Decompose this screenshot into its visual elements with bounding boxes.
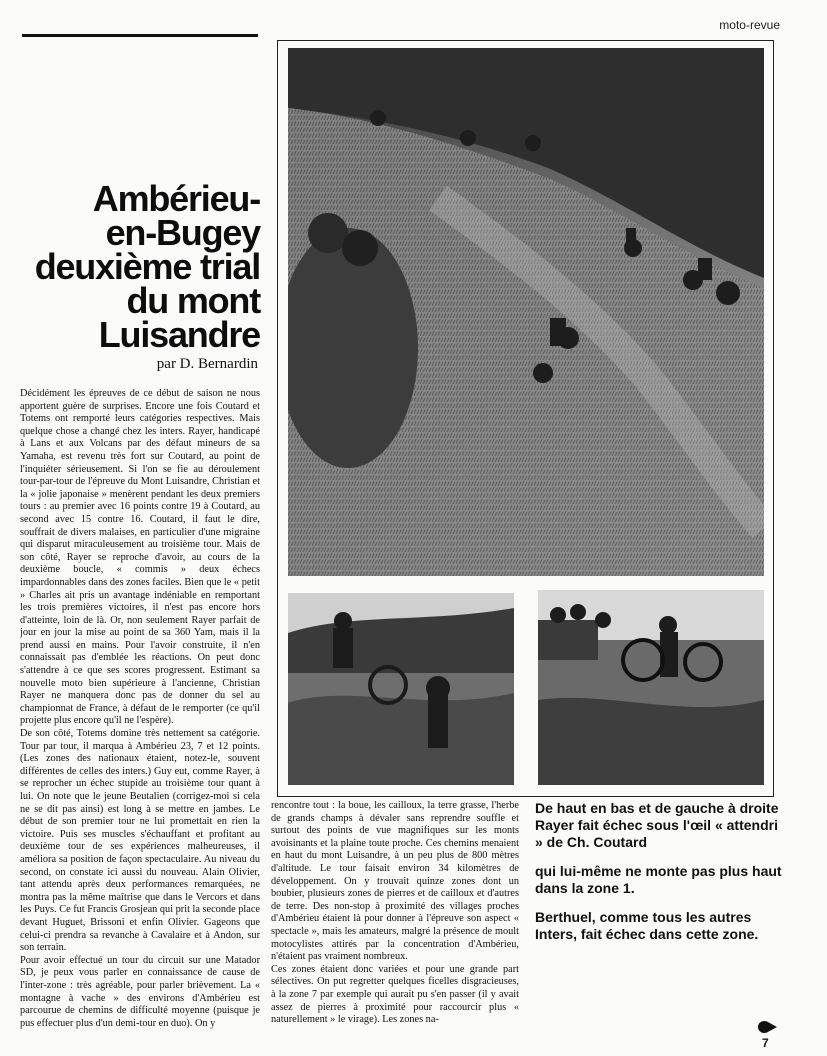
paragraph: Pour avoir effectué un tour du circuit sur une Matador SD, je peux vous parler en connaissance de cause de l'inter-zone : très agréable, pour parler brièvement. La « montagne à vache » des environs d'Ambérieu est parcourue de chemins de difficulté moyenne (puisque je pus effectuer plus d'un demi-tour en duo). On y [20,954,260,1029]
page-number: 7 [762,1036,769,1050]
main-photo [288,48,764,576]
magazine-header: moto-revue [719,18,780,32]
photo-bottom-left [288,593,514,785]
paragraph: Ces zones étaient donc variées et pour une grande part sélectives. On put regretter quelques ficelles disgracieuses, à la zone 7 par exemple qui aurait pu s'en passer (il y avait assez de pierres à proximité pour raccourcir plus « naturellement » le virage). Les zones na- [271,963,519,1026]
caption-line: De haut en bas et de gauche à droite Rayer fait échec sous l'œil « attendri » de Ch. Coutard [535,800,779,850]
title-line: deuxième trial [34,246,260,287]
article-column-2 [271,800,519,1040]
title-line: Ambérieu- [92,178,260,219]
photo-bottom-right [538,590,764,785]
title-line: en-Bugey [105,212,260,253]
paragraph: Décidément les épreuves de ce début de saison ne nous apportent guère de surprises. Encore une fois Coutard et Totems ont remporté leurs catégories respectives. Mais quelque chose a changé chez les inters. Rayer, handicapé à Lans et aux Volcans par des défaut mineurs de sa Yamaha, est revenu très fort sur Coutard, au point de l'inquiéter sérieusement. Si l'on se fie au déroulement tour-par-tour de l'épreuve du Mont Luisandre, Christian et la « jolie japonaise » menèrent pendant les deux premiers tours : au premier avec 16 points contre 19 à Coutard, au second avec 15 contre 16. Coutard, il faut le dire, souffrait de divers malaises, en particulier d'une migraine qui disparut miraculeusement au troisième tour. Mais de son côté, Rayer se reproche d'avoir, au cours de la deuxième boucle, « commis » deux échecs impardonnables dans des zones faciles. Bien que le « petit » Charles ait pris un avantage indéniable en remportant les trois premières victoires, il n'est pas encore hors d'atteinte, loin de là. Or, non seulement Rayer parfait de jour en jour la mise au point de sa 360 Yam, mais il la prend aussi en mains. Pour l'avoir construite, il n'en connaissait pas d'emblée les réactions. On peut donc s'attendre à ce que ses scores progressent. Estimant sa nouvelle moto bien supérieure à l'ancienne, Christian Rayer ne manquera donc pas de donner du sel au championnat de France, à défaut de le remporter (ce qu'il projette plus encore qu'il ne l'espère). [20,388,260,727]
paragraph: rencontre tout : la boue, les cailloux, la terre grasse, l'herbe de grands champs à dévaler sans reprendre souffle et surtout des points de vue magnifiques sur les monts avoisinants et la plaine toute proche. Ces chemins menaient en haut du mont Luisandre, à un peu plus de 800 mètres d'altitude. Le tour faisait environ 34 kilomètres de développement. On y trouvait quinze zones dont un boubier, plusieurs zones de pierres et de cailloux et d'autres de terre. Des non-stop à proximité des villages proches d'Ambérieu étaient là pour donner à l'épreuve son aspect « spectacle », mais les amateurs, malgré la présence de moult motocylistes attirés par la concentration d'Ambérieu, n'étaient pas vraiment nombreux. [271,800,519,963]
article-column-1 [20,388,260,1038]
paragraph: De son côté, Totems domine très nettement sa catégorie. Tour par tour, il marqua à Ambérieu 23, 7 et 12 points. (Les zones des nationaux étaient, notez-le, souvent différentes de celles des inters.) Guy eut, comme Rayer, à se reprocher un échec stupide au troisième tour quant à lui. On note que le jeune Beutalien (corrigez-moi si cela ne se dit pas ainsi) est long à se mettre en jambes. Le début de son premier tour ne lui promettait en rien la victoire. Puis ses muscles s'échauffant et profitant au deuxième tour de ses expériences malheureuses, il améliora sa position de façon spectaculaire. Au niveau du second, on constate ici aussi du nouveau. Alain Olivier, tant attendu après deux performances remarquées, ne montra pas la même maîtrise que dans le Vercors et dans les Puys. Ce fut Francis Grosjean qui prit la seconde place devant Huguet, Brissoni et enfin Olivier. Gageons que celui-ci prendra sa revanche à Cavalaire et à Andon, sur son terrain. [20,728,260,954]
byline: par D. Bernardin [156,356,258,372]
header-rule [22,34,258,37]
photo-caption [535,800,785,955]
caption-line: qui lui-même ne monte pas plus haut dans la zone 1. [535,863,782,896]
article-title [20,178,260,355]
title-line: Luisandre [98,314,260,355]
caption-line: Berthuel, comme tous les autres Inters, fait échec dans cette zone. [535,909,759,942]
continue-arrow-icon [758,1020,778,1034]
title-line: du mont [126,280,260,321]
